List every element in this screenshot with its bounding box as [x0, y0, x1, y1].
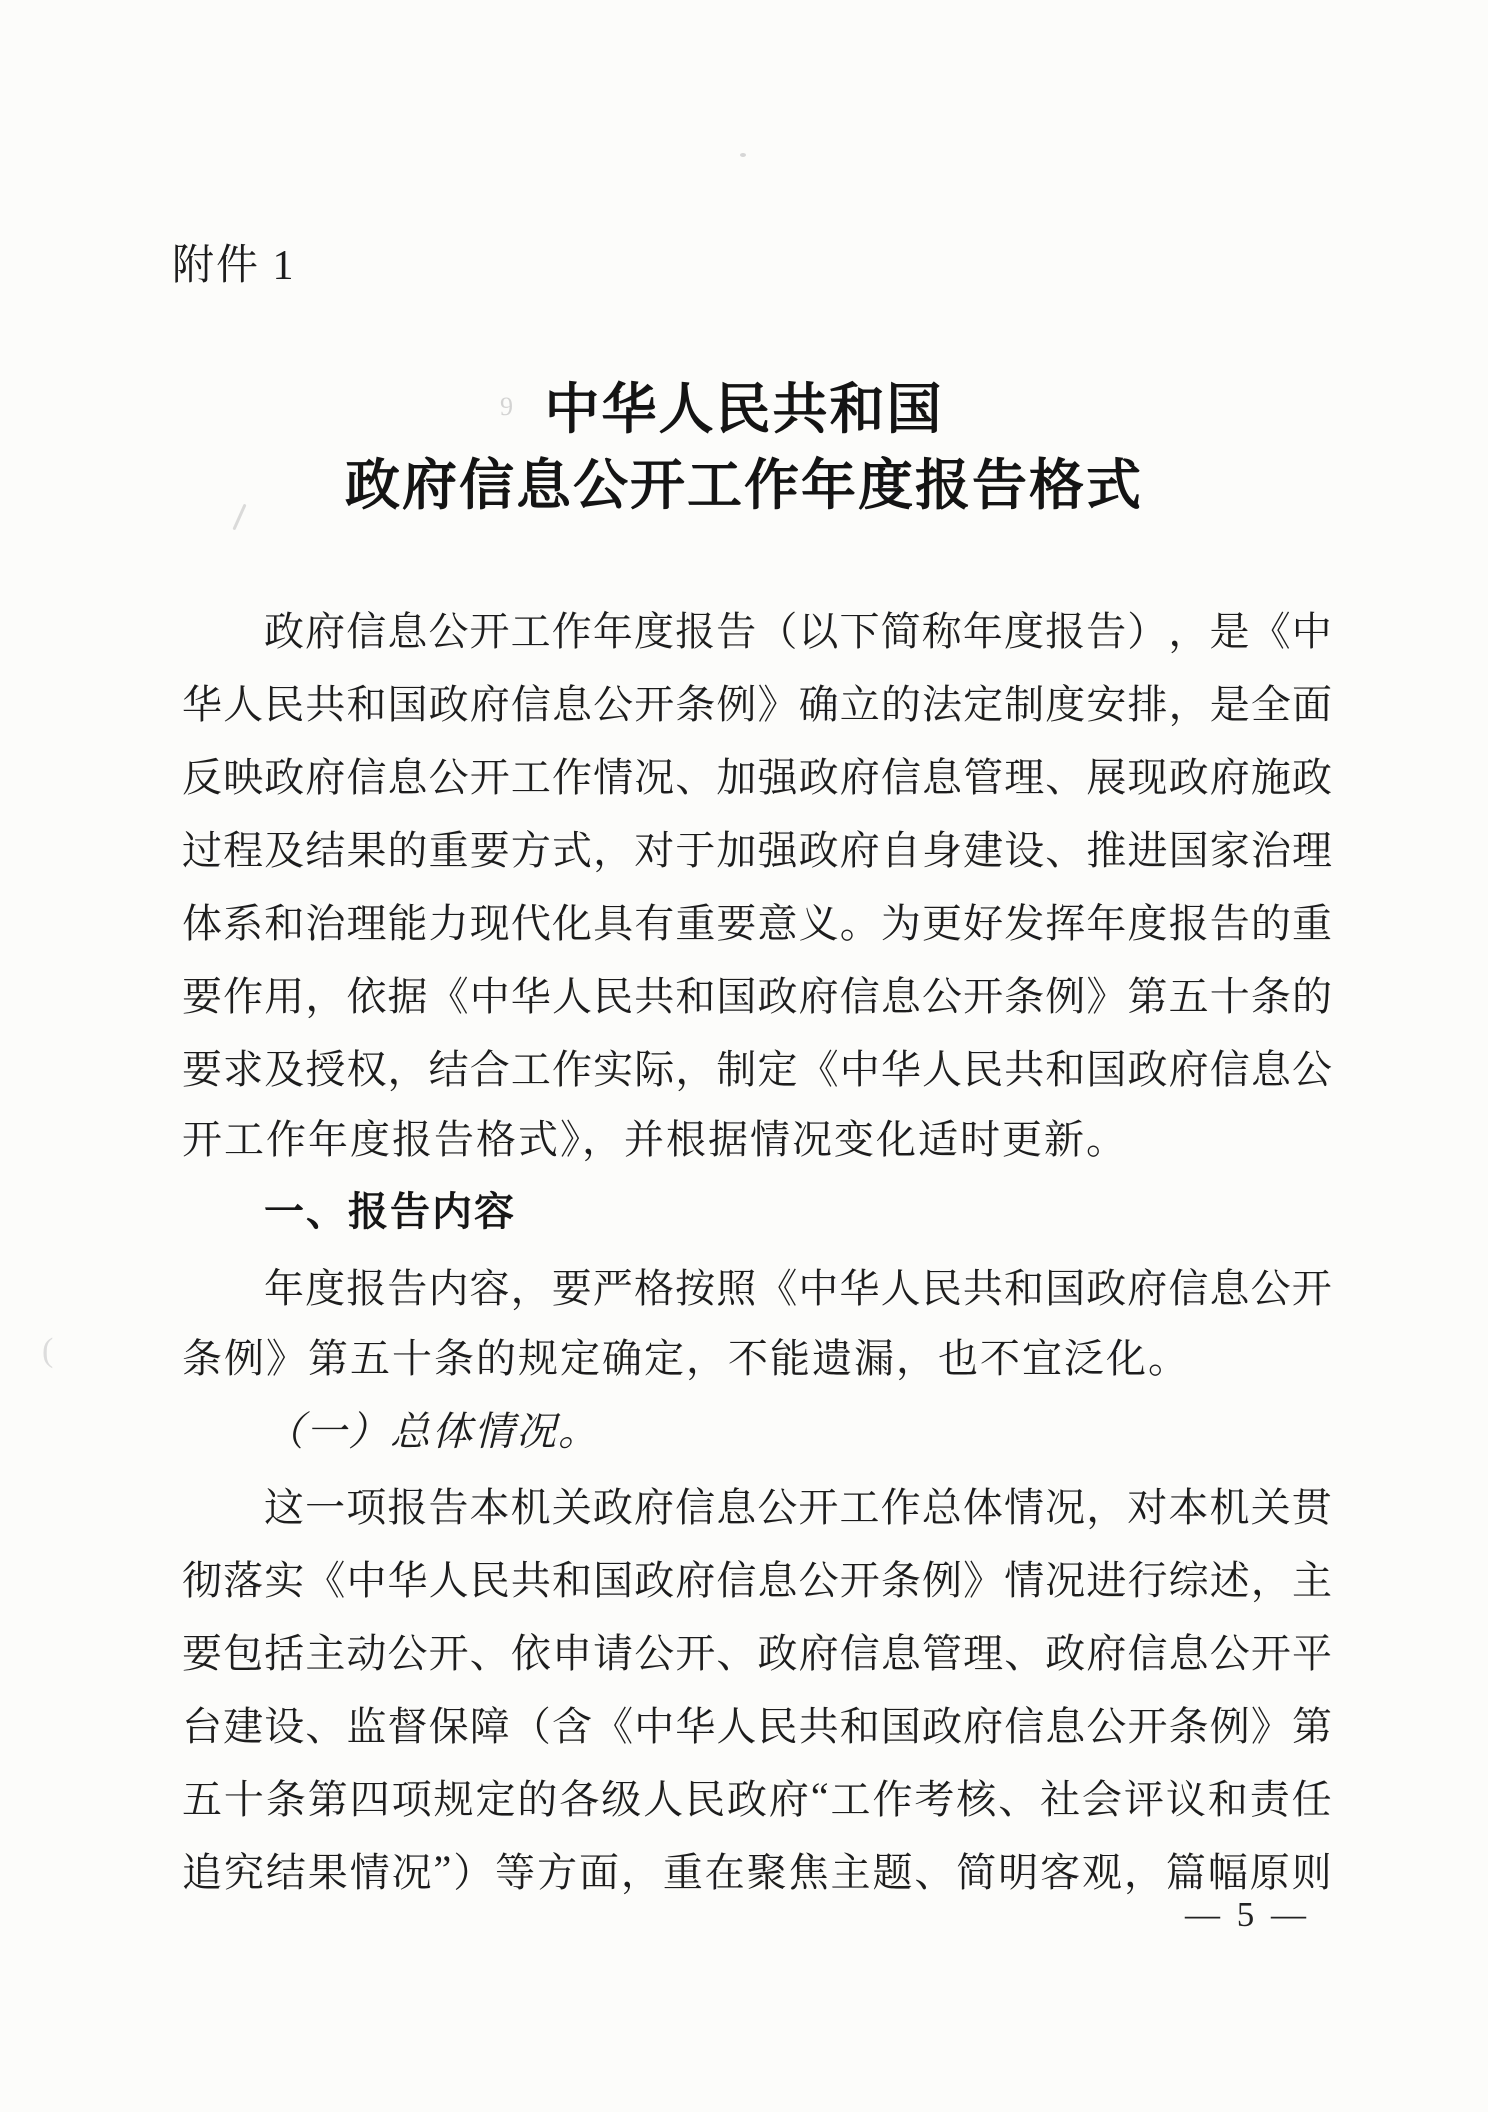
- text-line: 年 度 报 告 内 容 ， 要 严 格 按 照 《 中 华 人 民 共 和 国 政 府 信 息 公 开: [264, 1266, 1332, 1311]
- scan-artifact-paren: [42, 1332, 53, 1370]
- scan-artifact-speck: [740, 153, 746, 157]
- text-line: 华 人 民 共 和 国 政 府 信 息 公 开 条 例 》 确 立 的 法 定 制 度 安 排 ， 是 全 面: [182, 682, 1332, 727]
- document-title: [0, 372, 1488, 524]
- text-line: 追 究 结 果 情 况 ” ） 等 方 面 ， 重 在 聚 焦 主 题 、 简 明 客 观 ， 篇 幅 原 则: [182, 1847, 1332, 1895]
- document-title-line-2: 政府信息公开工作年度报告格式: [344, 455, 1143, 516]
- text-line: 彻 落 实 《 中 华 人 民 共 和 国 政 府 信 息 公 开 条 例 》 情 况 进 行 综 述 ， 主: [182, 1558, 1332, 1603]
- page-number: — 5 —: [1185, 1895, 1310, 1934]
- text-line: 台 建 设 、 监 督 保 障 （ 含 《 中 华 人 民 共 和 国 政 府 信 息 公 开 条 例 》 第: [182, 1704, 1332, 1749]
- text-line: 五 十 条 第 四 项 规 定 的 各 级 人 民 政 府 “ 工 作 考 核 、 社 会 评 议 和 责 任: [182, 1774, 1332, 1822]
- text-line: 要 包 括 主 动 公 开 、 依 申 请 公 开 、 政 府 信 息 管 理 、 政 府 信 息 公 开 平: [182, 1631, 1332, 1676]
- document-body: [182, 592, 1332, 1906]
- text-line: 开工作年度报告格式》，并根据情况变化适时更新。: [182, 1117, 1128, 1162]
- text-line: 这 一 项 报 告 本 机 关 政 府 信 息 公 开 工 作 总 体 情 况 ， 对 本 机 关 贯: [264, 1485, 1332, 1530]
- section-heading: 一、报告内容: [264, 1190, 516, 1234]
- text-line: 反 映 政 府 信 息 公 开 工 作 情 况 、 加 强 政 府 信 息 管 理 、 展 现 政 府 施 政: [182, 755, 1332, 800]
- document-title-line-1: 中华人民共和国: [544, 379, 944, 440]
- subsection-heading: （一）总体情况。: [264, 1409, 600, 1454]
- attachment-label: 附件 1: [172, 243, 296, 289]
- text-line: 过 程 及 结 果 的 重 要 方 式 ， 对 于 加 强 政 府 自 身 建 设 、 推 进 国 家 治 理: [182, 828, 1332, 873]
- text-line: 要 求 及 授 权 ， 结 合 工 作 实 际 ， 制 定 《 中 华 人 民 共 和 国 政 府 信 息 公: [182, 1047, 1332, 1092]
- text-line: 条例》第五十条的规定确定，不能遗漏，也不宜泛化。: [182, 1336, 1190, 1381]
- text-line: 要 作 用 ， 依 据 《 中 华 人 民 共 和 国 政 府 信 息 公 开 条 例 》 第 五 十 条 的: [182, 974, 1332, 1019]
- text-line: 政 府 信 息 公 开 工 作 年 度 报 告 （ 以 下 简 称 年 度 报 告 ） ， 是 《 中: [264, 609, 1332, 654]
- text-line: 体 系 和 治 理 能 力 现 代 化 具 有 重 要 意 义 。 为 更 好 发 挥 年 度 报 告 的 重: [182, 901, 1332, 946]
